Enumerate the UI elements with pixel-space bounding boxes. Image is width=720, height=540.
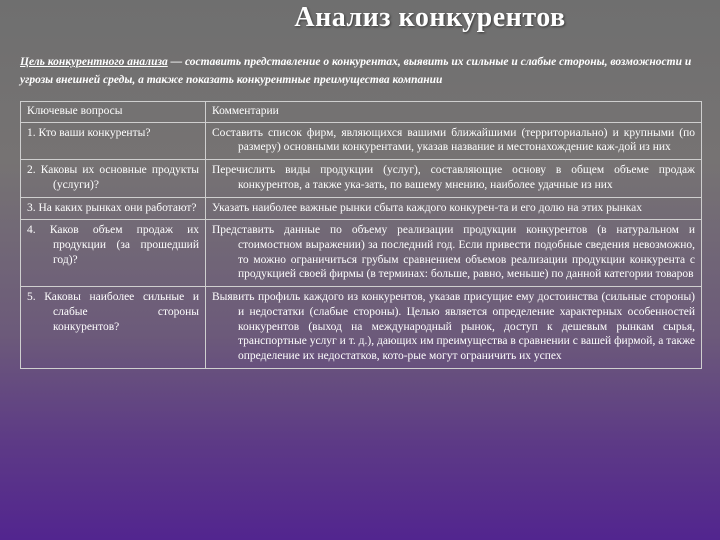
intro-text: — составить представление о конкурентах, выявить их сильные и слабые стороны, возможности и угрозы внешней среды, а также показать конкурентные преимущества компании xyxy=(20,56,692,86)
table-row xyxy=(21,122,702,159)
intro-paragraph xyxy=(20,54,702,90)
question-text: 1. Кто ваши конкуренты? xyxy=(27,126,151,139)
comment-text: Составить список фирм, являющихся вашими ближайшими (территориально) и крупными (по размеру) основными конкурентами, указав название и местонахождение каж-дой из них xyxy=(212,126,695,154)
comment-cell xyxy=(206,160,702,197)
comment-text: Представить данные по объему реализации продукции конкурентов (в натуральном и стоимостном выражении) за последний год. Если привести подобные сведения невозможно, то можно ограничиться грубым сравнением объемов реализации продукции конкурента с продукцией своей фирмы (в терминах: больше, равно, меньше) по данной категории товаров xyxy=(212,224,695,281)
comment-text: Перечислить виды продукции (услуг), составляющие основу в общем объеме продаж конкурентов, а также ука-зать, по вашему мнению, наиболее удачные из них xyxy=(212,164,695,191)
header-comments: Комментарии xyxy=(206,102,702,123)
table-row xyxy=(21,160,702,197)
comment-cell xyxy=(206,287,702,369)
question-text: 3. На каких рынках они работают? xyxy=(27,201,197,214)
comment-cell xyxy=(206,197,702,220)
question-cell xyxy=(21,197,206,220)
table-row xyxy=(21,220,702,287)
question-cell xyxy=(21,220,206,287)
intro-lead: Цель конкурентного анализа xyxy=(20,56,168,68)
slide-title: Анализ конкурентов xyxy=(294,2,566,33)
comment-text: Указать наиболее важные рынки сбыта каждого конкурен-та и его долю на этих рынках xyxy=(212,201,643,214)
table-row xyxy=(21,197,702,220)
question-text: 4. Каков объем продаж их продукции (за прошедший год)? xyxy=(27,224,199,266)
question-cell xyxy=(21,160,206,197)
competitor-analysis-table xyxy=(20,101,702,369)
comment-cell xyxy=(206,220,702,287)
table-row xyxy=(21,287,702,369)
question-text: 5. Каковы наиболее сильные и слабые стороны конкурентов? xyxy=(27,291,199,333)
header-key-questions: Ключевые вопросы xyxy=(21,102,206,123)
question-cell xyxy=(21,287,206,369)
question-text: 2. Каковы их основные продукты (услуги)? xyxy=(27,164,199,191)
comment-cell xyxy=(206,122,702,159)
comment-text: Выявить профиль каждого из конкурентов, указав присущие ему достоинства (сильные стороны) и недостатки (слабые стороны). Целью является определение характерных особенностей конкурентов (выход на международный рынок, доступ к дешевым рынкам сырья, транспортные услуг и т. д.), дающих им преимущества в сравнении с вашей фирмой, а также определение их недостатков, кото-рые могут ограничить их успех xyxy=(212,291,695,363)
table-header-row xyxy=(21,102,702,123)
question-cell xyxy=(21,122,206,159)
